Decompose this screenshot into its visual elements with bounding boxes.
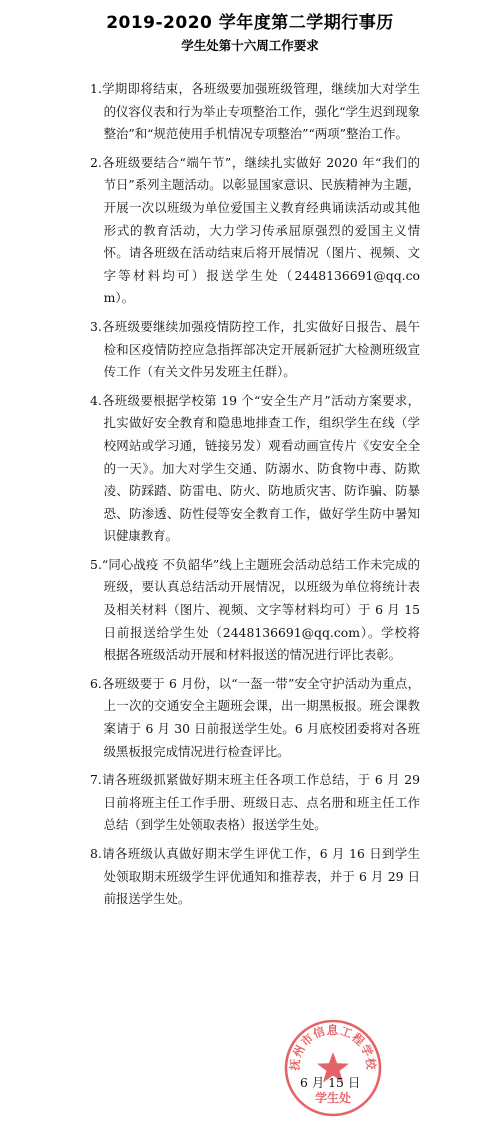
item-number: 8. (90, 846, 102, 861)
item-text: 各班级要继续加强疫情防控工作，扎实做好日报告、晨午检和区疫情防控应急指挥部决定开展新冠扩大检测班级宣传工作（有关文件另发班主任群）。 (101, 318, 420, 380)
item-number: 4. (90, 392, 102, 408)
issue-date: 6 月 15 日 (300, 1075, 361, 1090)
document-title: 2019-2020 学年度第二学期行事历 (106, 13, 394, 33)
item-number: 1. (90, 81, 102, 96)
document-subtitle: 学生处第十六周工作要求 (181, 38, 319, 53)
item-text: 请各班级认真做好期末学生评优工作，6 月 16 日到学生处领取期末班级学生评优通知和推荐表，并于 6 月 29 日前报送学生处。 (101, 846, 420, 907)
item-number: 3. (90, 318, 102, 334)
item-text: 各班级要结合“端午节”，继续扎实做好 2020 年“我们的节日”系列主题活动。以彰显国家意识、民族精神为主题，开展一次以班级为单位爱国主义教育经典诵读活动或其他形式的教育活动，大力学习传承屈原强烈的爱国主义情怀。请各班级在活动结束后将开展情况（图片、视频、文字等材料均可）报送学生处（2448136691@qq.com）。 (101, 154, 420, 306)
official-seal (283, 1018, 383, 1118)
list-item (90, 843, 420, 911)
item-text: 学期即将结束，各班级要加强班级管理，继续加大对学生的仪容仪表和行为举止专项整治工作，强化“学生迟到现象整治”和“规范使用手机情况专项整治”“两项”整治工作。 (101, 81, 420, 142)
list-item (90, 390, 420, 548)
item-text: 各班级要于 6 月份，以“一盔一带”安全守护活动为重点，上一次的交通安全主题班会课，出一期黑板报。班会课教案请于 6 月 30 日前报送学生处。6 月底校团委将对各班级黑板报完成情况进行检查评比。 (101, 675, 420, 759)
list-item (90, 78, 420, 146)
list-item (90, 673, 420, 763)
list-item (90, 152, 420, 310)
item-text: 请各班级抓紧做好期末班主任各项工作总结，于 6 月 29 日前将班主任工作手册、班级日志、点名册和班主任工作总结（到学生处领取表格）报送学生处。 (101, 772, 420, 833)
item-number: 5. (90, 556, 102, 572)
item-text: 各班级要根据学校第 19 个“安全生产月”活动方案要求，扎实做好安全教育和隐患地排查工作，组织学生在线（学校网站或学习通，链接另发）观看动画宣传片《安安全全的一天》。加大对学生交通、防溺水、防食物中毒、防欺凌、防踩踏、防雷电、防火、防地质灾害、防诈骗、防暴恐、防渗透、防性侵等安全教育工作，做好学生防中暑知识健康教育。 (101, 392, 420, 544)
seal-center-text: 学生处 (314, 1091, 352, 1105)
list-item (90, 316, 420, 384)
list-item (90, 554, 420, 667)
item-number: 7. (90, 772, 102, 788)
seal-arc-text: 抚州市信息工程学校 (287, 1022, 379, 1072)
list-item (90, 769, 420, 837)
requirement-list (90, 78, 420, 917)
item-number: 2. (90, 154, 102, 170)
item-text: “同心战疫 不负韶华”线上主题班会活动总结工作未完成的班级，要认真总结活动开展情况，以班级为单位将统计表及相关材料（图片、视频、文字等材料均可）于 6 月 15 日前报送给学生处（2448136691@qq.com）。学校将根据各班级活动开展和材料报送的情况进行评比表彰。 (101, 556, 420, 663)
item-number: 6. (90, 675, 102, 691)
